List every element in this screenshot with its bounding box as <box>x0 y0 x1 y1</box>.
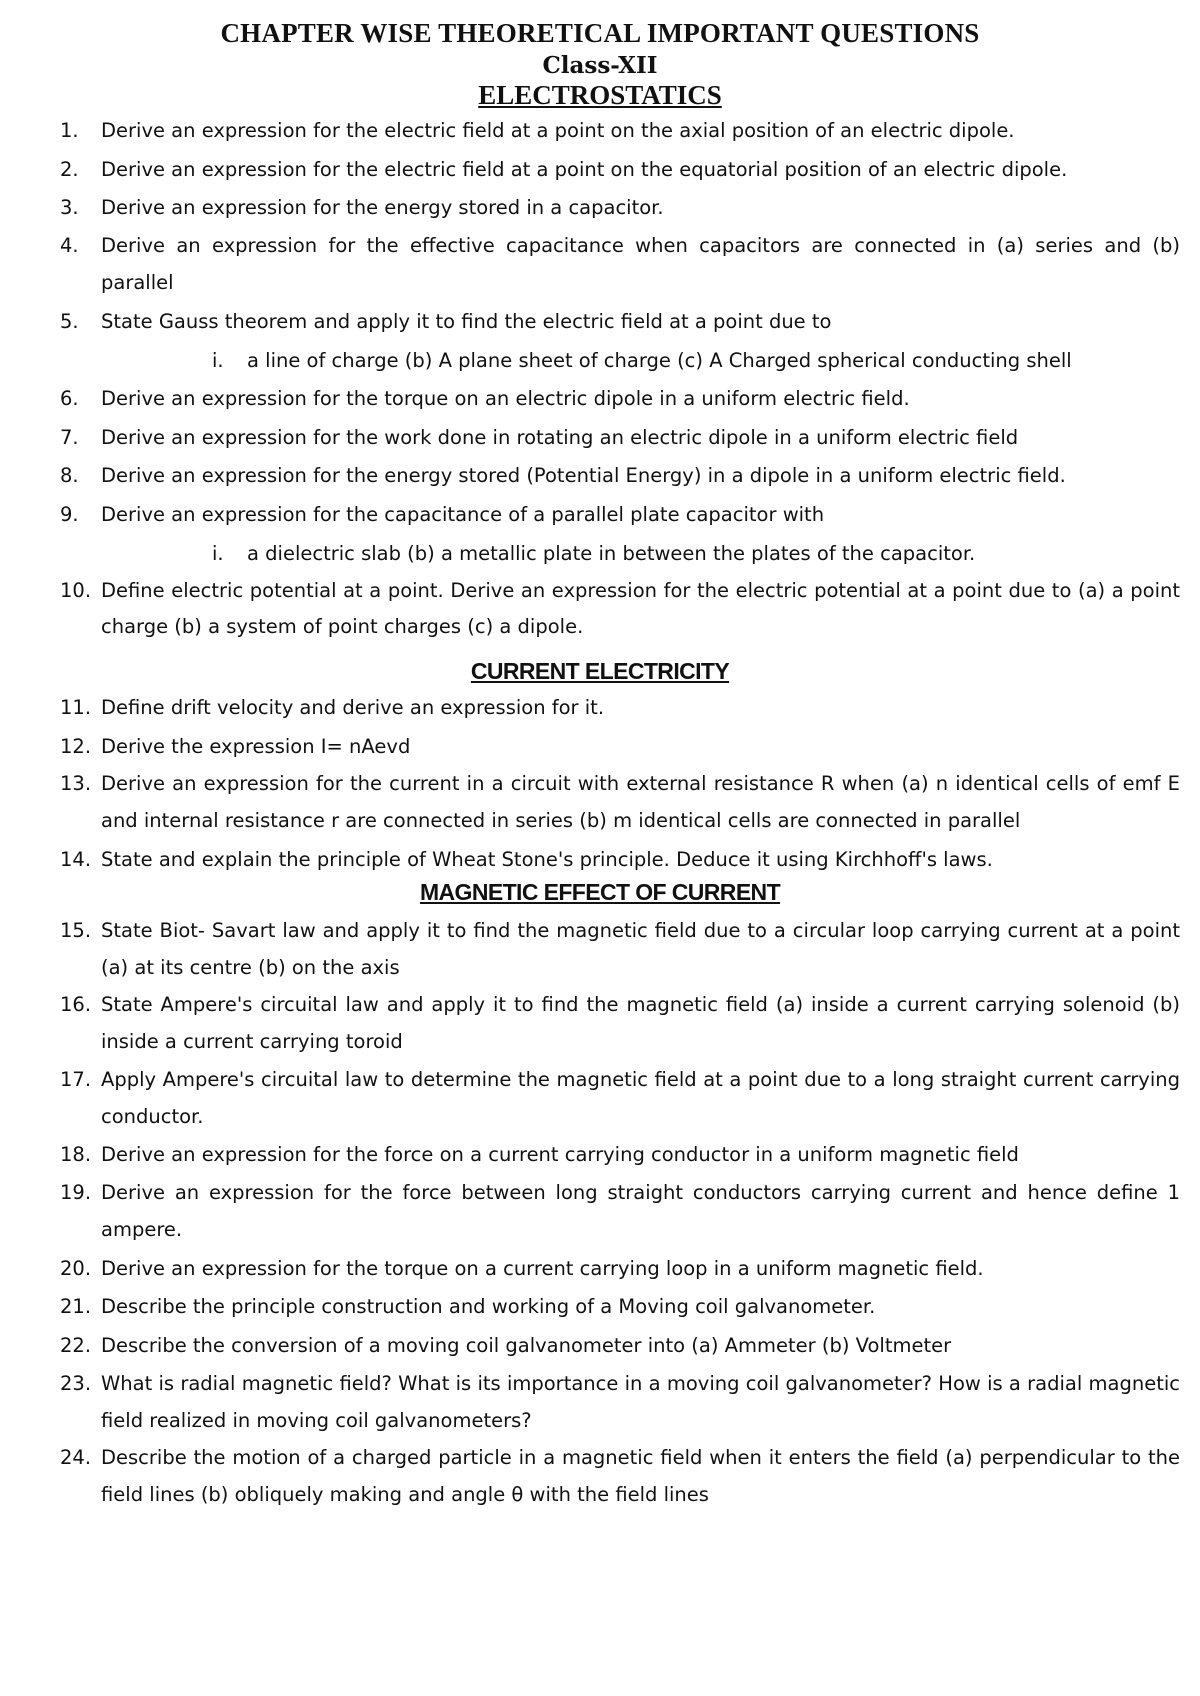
question-number: 5. <box>60 310 79 333</box>
class-label: Class-XII <box>542 52 658 79</box>
question-number: 20. <box>60 1257 92 1280</box>
question-text: Derive an expression for the force on a current carrying conductor in a uniform magnetic field <box>101 1143 1019 1166</box>
sub-question-item <box>212 534 1112 573</box>
question-item <box>60 1249 1180 1288</box>
question-text: Derive the expression I= nAevd <box>101 735 411 758</box>
question-text: Derive an expression for the electric field at a point on the axial position of an electric dipole. <box>101 119 1015 142</box>
question-number: 13. <box>60 772 92 795</box>
question-text: Derive an expression for the energy stored in a capacitor. <box>101 196 664 219</box>
question-text: What is radial magnetic field? What is its importance in a moving coil galvanometer? How is a radial magnetic field realized in moving coil galvanometers? <box>101 1372 1180 1432</box>
question-item <box>60 1287 1180 1326</box>
question-number: 21. <box>60 1295 92 1318</box>
question-item <box>60 727 1180 766</box>
question-item <box>60 188 1180 227</box>
sub-question-number: i. <box>212 542 224 565</box>
sub-question-text: a line of charge (b) A plane sheet of charge (c) A Charged spherical conducting shell <box>247 349 1072 372</box>
question-text: Derive an expression for the energy stored (Potential Energy) in a dipole in a uniform electric field. <box>101 464 1066 487</box>
question-number: 6. <box>60 387 79 410</box>
sub-question-number: i. <box>212 349 224 372</box>
question-number: 12. <box>60 735 92 758</box>
question-number: 3. <box>60 196 79 219</box>
question-text: Describe the motion of a charged particle in a magnetic field when it enters the field (a) perpendicular to the field lines (b) obliquely making and angle θ with the field lines <box>101 1446 1180 1506</box>
question-number: 4. <box>60 234 79 257</box>
question-number: 9. <box>60 503 79 526</box>
question-number: 7. <box>60 426 79 449</box>
question-number: 16. <box>60 993 92 1016</box>
question-item <box>60 573 1180 645</box>
question-item <box>60 111 1180 150</box>
question-text: State Gauss theorem and apply it to find the electric field at a point due to <box>101 310 832 333</box>
document-title: CHAPTER WISE THEORETICAL IMPORTANT QUESTIONS <box>220 18 980 48</box>
question-number: 10. <box>60 579 92 602</box>
question-text: Apply Ampere's circuital law to determine the magnetic field at a point due to a long straight current carrying conductor. <box>101 1068 1180 1128</box>
question-text: State Ampere's circuital law and apply it to find the magnetic field (a) inside a current carrying solenoid (b) inside a current carrying toroid <box>101 993 1180 1053</box>
question-item <box>60 986 1180 1060</box>
question-number: 8. <box>60 464 79 487</box>
question-item <box>60 418 1180 457</box>
question-item <box>60 150 1180 189</box>
section-heading-magnetic-effect: MAGNETIC EFFECT OF CURRENT <box>419 879 781 905</box>
question-number: 23. <box>60 1372 92 1395</box>
question-number: 1. <box>60 119 79 142</box>
question-number: 2. <box>60 158 79 181</box>
question-item <box>60 1326 1180 1365</box>
question-item <box>60 227 1180 301</box>
question-number: 17. <box>60 1068 92 1091</box>
question-number: 14. <box>60 848 92 871</box>
question-item <box>60 1135 1180 1174</box>
question-item <box>60 1439 1180 1513</box>
question-text: Derive an expression for the current in a circuit with external resistance R when (a) n identical cells of emf E and internal resistance r are connected in series (b) m identical cells are connected in parallel <box>101 772 1180 832</box>
question-text: Describe the conversion of a moving coil galvanometer into (a) Ammeter (b) Voltmeter <box>101 1334 952 1357</box>
question-item <box>60 765 1180 839</box>
section-heading-current-electricity: CURRENT ELECTRICITY <box>470 658 730 684</box>
question-item <box>60 1174 1180 1248</box>
question-number: 22. <box>60 1334 92 1357</box>
question-text: State and explain the principle of Wheat Stone's principle. Deduce it using Kirchhoff's laws. <box>101 848 993 871</box>
question-item <box>60 495 1180 534</box>
question-item <box>60 379 1180 418</box>
question-item <box>60 912 1180 986</box>
question-item <box>60 1061 1180 1135</box>
question-number: 18. <box>60 1143 92 1166</box>
question-item <box>60 456 1180 495</box>
section-heading-electrostatics: ELECTROSTATICS <box>478 80 722 110</box>
question-item <box>60 1365 1180 1439</box>
question-item <box>60 840 1180 879</box>
question-text: State Biot- Savart law and apply it to find the magnetic field due to a circular loop carrying current at a point (a) at its centre (b) on the axis <box>101 919 1180 979</box>
question-text: Derive an expression for the electric field at a point on the equatorial position of an electric dipole. <box>101 158 1068 181</box>
question-number: 15. <box>60 919 92 942</box>
question-text: Derive an expression for the work done in rotating an electric dipole in a uniform electric field <box>101 426 1019 449</box>
sub-question-item <box>212 341 1112 380</box>
question-text: Derive an expression for the effective capacitance when capacitors are connected in (a) series and (b) parallel <box>101 234 1180 294</box>
question-text: Define drift velocity and derive an expression for it. <box>101 696 605 719</box>
sub-question-text: a dielectric slab (b) a metallic plate in between the plates of the capacitor. <box>247 542 976 565</box>
question-text: Derive an expression for the capacitance of a parallel plate capacitor with <box>101 503 825 526</box>
question-number: 24. <box>60 1446 92 1469</box>
question-number: 11. <box>60 696 92 719</box>
question-text: Define electric potential at a point. Derive an expression for the electric potential at a point due to (a) a point charge (b) a system of point charges (c) a dipole. <box>101 579 1180 638</box>
question-number: 19. <box>60 1181 92 1204</box>
question-text: Derive an expression for the force between long straight conductors carrying current and hence define 1 ampere. <box>101 1181 1180 1241</box>
question-text: Derive an expression for the torque on an electric dipole in a uniform electric field. <box>101 387 910 410</box>
question-item <box>60 688 1180 727</box>
question-text: Describe the principle construction and working of a Moving coil galvanometer. <box>101 1295 876 1318</box>
question-item <box>60 302 1180 341</box>
question-text: Derive an expression for the torque on a current carrying loop in a uniform magnetic field. <box>101 1257 984 1280</box>
